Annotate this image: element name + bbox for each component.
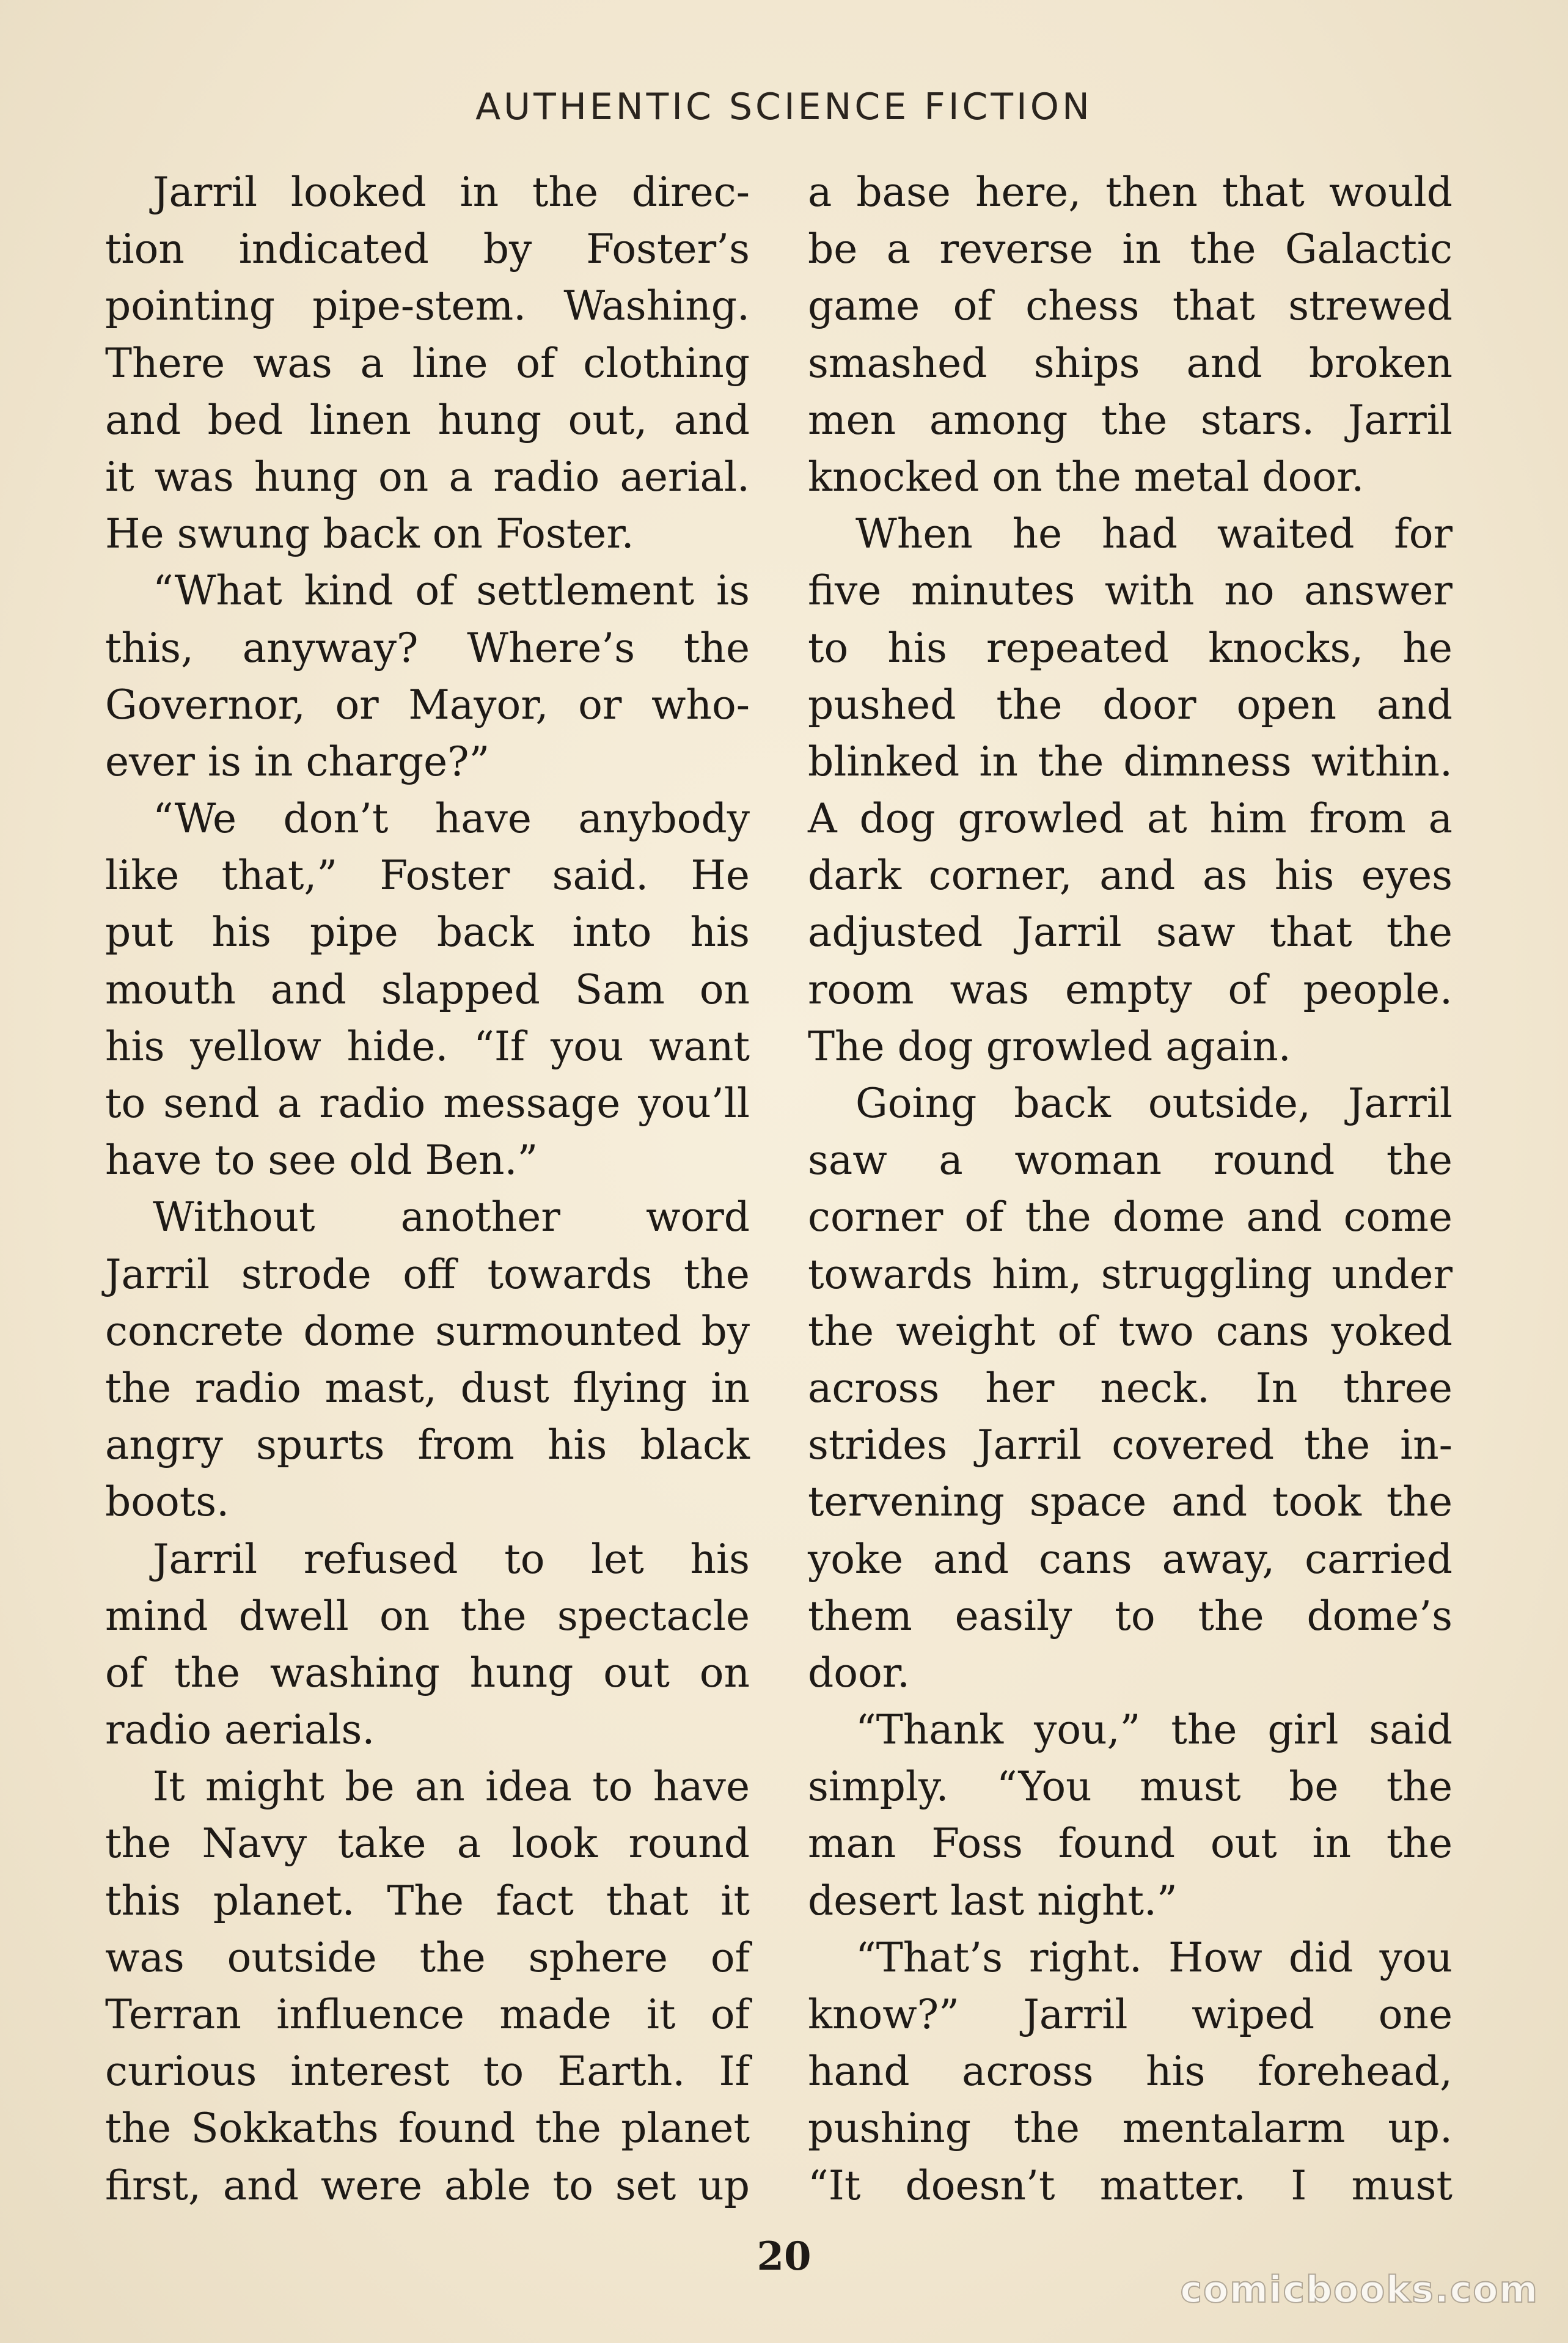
text-line: put his pipe back into his [105,909,750,956]
text-line: When he had waited for [855,510,1453,558]
text-line: desert last night.” [808,1877,1178,1924]
text-line: blinked in the dimness within. [808,738,1453,785]
text-line: five minutes with no answer [808,567,1453,615]
text-line: “Thank you,” the girl said [855,1706,1453,1754]
text-line: curious interest to Earth. If [105,2048,750,2096]
text-line: it was hung on a radio aerial. [105,453,750,501]
text-line: the Sokkaths found the planet [105,2105,750,2152]
text-line: concrete dome surmounted by [105,1307,750,1355]
text-line: yoke and cans away, carried [808,1535,1453,1583]
text-column-right [808,164,1453,2214]
text-line: man Foss found out in the [808,1820,1453,1868]
text-line: A dog growled at him from a [808,795,1453,843]
text-line: It might be an idea to have [153,1763,750,1811]
text-line: pushed the door open and [808,681,1453,728]
text-line: Jarril looked in the direc- [153,169,750,216]
text-line: simply. “You must be the [808,1763,1453,1811]
text-line: Governor, or Mayor, or who- [105,681,750,728]
text-line: of the washing hung out on [105,1649,750,1696]
text-line: tion indicated by Foster’s [105,226,750,273]
text-line: pushing the mentalarm up. [808,2105,1453,2152]
watermark-logo: comicbooks.com [1180,2268,1539,2311]
text-line: Going back outside, Jarril [855,1080,1453,1127]
text-line: dark corner, and as his eyes [808,852,1453,900]
text-line: his yellow hide. “If you want [105,1022,750,1070]
running-head: AUTHENTIC SCIENCE FICTION [475,86,1093,128]
text-line: the Navy take a look round [105,1820,750,1868]
text-line: like that,” Foster said. He [105,852,750,900]
text-line: mind dwell on the spectacle [105,1592,750,1640]
text-line: pointing pipe-stem. Washing. [105,282,750,330]
text-line: a base here, then that would [808,169,1453,216]
page-number: 20 [757,2234,811,2279]
text-line: game of chess that strewed [808,282,1453,330]
text-line: Jarril strode off towards the [105,1250,750,1298]
text-line: know?” Jarril wiped one [808,1991,1453,2038]
text-line: first, and were able to set up [105,2162,750,2209]
text-line: the weight of two cans yoked [808,1307,1453,1355]
text-line: angry spurts from his black [105,1421,750,1469]
text-line: across her neck. In three [808,1364,1453,1412]
text-line: ever is in charge?” [105,738,490,785]
text-line: smashed ships and broken [808,339,1453,387]
text-line: this planet. The fact that it [105,1877,750,1924]
text-line: He swung back on Foster. [105,510,634,558]
text-line: Jarril refused to let his [153,1535,750,1583]
text-line: boots. [105,1478,230,1526]
text-line: radio aerials. [105,1706,375,1754]
text-line: strides Jarril covered the in- [808,1421,1453,1469]
text-line: was outside the sphere of [105,1934,750,1981]
text-line: tervening space and took the [808,1478,1453,1526]
text-line: and bed linen hung out, and [105,396,750,444]
text-line: “That’s right. How did you [855,1934,1453,1981]
text-line: hand across his forehead, [808,2048,1453,2096]
text-line: adjusted Jarril saw that the [808,909,1453,956]
text-line: men among the stars. Jarril [808,396,1453,444]
text-line: door. [808,1649,910,1696]
text-line: the radio mast, dust flying in [105,1364,750,1412]
text-line: them easily to the dome’s [808,1592,1453,1640]
text-line: There was a line of clothing [105,339,750,387]
text-line: Without another word [153,1194,750,1241]
text-line: towards him, struggling under [808,1250,1453,1298]
text-line: saw a woman round the [808,1137,1453,1184]
text-line: Terran influence made it of [105,1991,750,2038]
text-line: be a reverse in the Galactic [808,226,1453,273]
text-line: room was empty of people. [808,966,1453,1013]
text-line: “It doesn’t matter. I must [808,2162,1453,2209]
text-line: knocked on the metal door. [808,453,1365,501]
text-line: mouth and slapped Sam on [105,966,750,1013]
text-line: have to see old Ben.” [105,1137,538,1184]
text-line: “We don’t have anybody [153,795,750,843]
text-line: this, anyway? Where’s the [105,624,750,672]
text-column-left [105,164,750,2214]
text-line: corner of the dome and come [808,1194,1453,1241]
text-line: The dog growled again. [808,1022,1291,1070]
text-line: “What kind of settlement is [153,567,750,615]
text-line: to his repeated knocks, he [808,624,1453,672]
text-line: to send a radio message you’ll [105,1080,750,1127]
